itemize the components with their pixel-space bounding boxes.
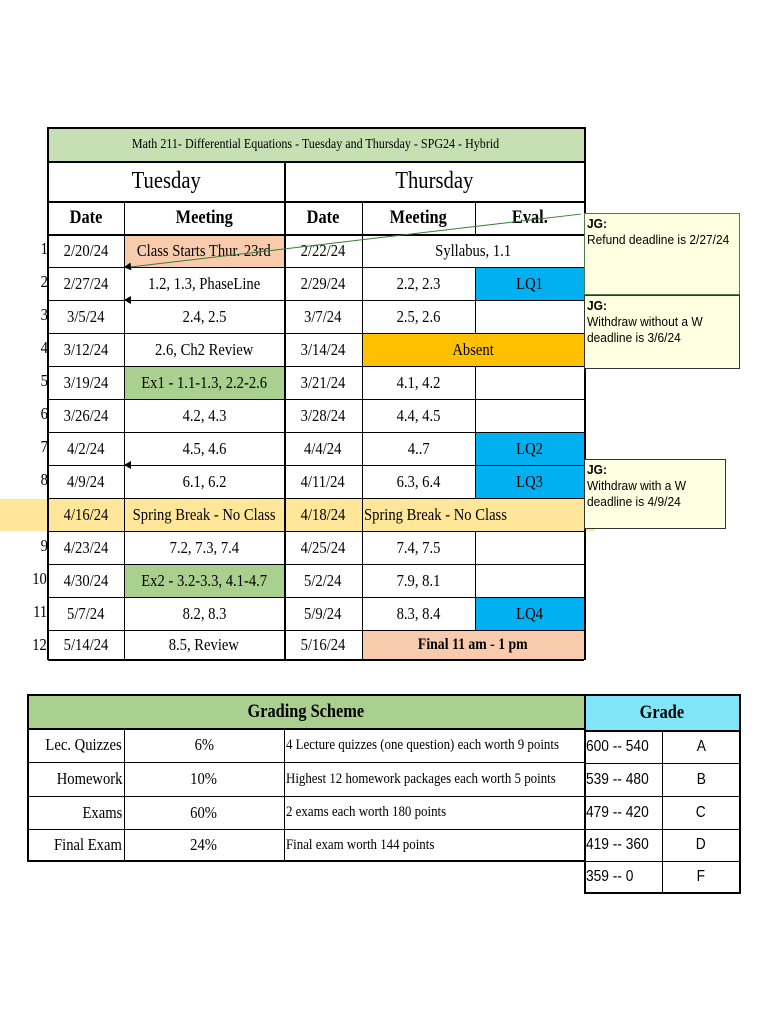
tue-meeting-text: 2.6, Ch2 Review bbox=[154, 339, 254, 359]
thursday-header-text: Thursday bbox=[395, 167, 473, 194]
row-number bbox=[28, 437, 48, 457]
thu-date bbox=[284, 234, 362, 267]
thu-meeting bbox=[362, 399, 475, 432]
grade-range-text: 479 -- 420 bbox=[586, 803, 649, 821]
row-number bbox=[28, 239, 48, 259]
tue-date bbox=[48, 630, 124, 660]
eval-cell bbox=[475, 432, 584, 465]
tuesday-header bbox=[48, 161, 284, 201]
tue-date-text: 3/26/24 bbox=[63, 405, 109, 425]
grade-range bbox=[584, 730, 662, 763]
tuesday-header-text: Tuesday bbox=[131, 167, 201, 194]
tue-meeting-text: Class Starts Thur. 23rd bbox=[137, 240, 271, 260]
tue-date bbox=[48, 465, 124, 498]
thu-date-header-text: Date bbox=[306, 206, 340, 228]
grid-line bbox=[739, 694, 741, 894]
grid-line bbox=[48, 630, 584, 631]
tue-meeting-text: 4.2, 4.3 bbox=[182, 405, 226, 425]
tue-meeting bbox=[124, 630, 284, 660]
thu-date-header bbox=[284, 201, 362, 234]
thu-date-text: 3/14/24 bbox=[300, 339, 346, 359]
row-number bbox=[28, 272, 48, 292]
tue-date-text: 2/27/24 bbox=[63, 273, 109, 293]
tue-meeting-header bbox=[124, 201, 284, 234]
tue-date bbox=[48, 531, 124, 564]
comment-withdraw-with-w bbox=[584, 459, 726, 529]
grade-letter bbox=[662, 861, 740, 893]
grading-description-text: 2 exams each worth 180 points bbox=[286, 804, 447, 820]
eval-cell bbox=[475, 465, 584, 498]
thu-date-text: 4/18/24 bbox=[300, 504, 346, 524]
grid-line bbox=[28, 860, 584, 862]
note-author: JG: bbox=[587, 216, 607, 231]
tue-date-text: 3/12/24 bbox=[63, 339, 109, 359]
grade-letter-text: F bbox=[696, 868, 706, 885]
tue-date bbox=[48, 399, 124, 432]
thu-meeting-absent bbox=[362, 333, 584, 366]
tue-date-text: 4/16/24 bbox=[63, 504, 109, 524]
grid-line bbox=[48, 161, 584, 163]
thu-date-text: 3/28/24 bbox=[300, 405, 346, 425]
grade-range-text: 539 -- 480 bbox=[586, 770, 649, 788]
thu-meeting bbox=[362, 366, 475, 399]
grid-line bbox=[48, 659, 584, 661]
row-number-text: 9 bbox=[40, 536, 48, 555]
grading-description-text: 4 Lecture quizzes (one question) each worth 9 points bbox=[286, 736, 559, 753]
tue-date-text: 4/9/24 bbox=[67, 471, 105, 491]
thu-date bbox=[284, 432, 362, 465]
grid-line bbox=[48, 127, 584, 129]
row-number-text: 12 bbox=[32, 635, 47, 654]
grid-line bbox=[48, 432, 584, 433]
eval-cell-text: LQ1 bbox=[516, 273, 543, 293]
grid-line bbox=[475, 531, 476, 630]
grid-line bbox=[48, 498, 584, 499]
grading-description-text: Highest 12 homework packages each worth 5 points bbox=[286, 770, 556, 787]
row-number-text: 10 bbox=[32, 569, 47, 588]
grid-line bbox=[124, 728, 125, 861]
row-number bbox=[28, 536, 48, 556]
tue-date-text: 4/23/24 bbox=[63, 537, 109, 557]
thu-meeting bbox=[362, 531, 475, 564]
note-text: Withdraw with a W bbox=[587, 478, 687, 493]
grid-line bbox=[28, 829, 584, 830]
note-text: deadline is 4/9/24 bbox=[587, 494, 681, 509]
grade-letter-text: C bbox=[696, 803, 706, 821]
tue-meeting bbox=[124, 465, 284, 498]
grading-item bbox=[28, 796, 124, 829]
note-arrow bbox=[126, 465, 584, 466]
tue-meeting-text: 8.5, Review bbox=[168, 635, 240, 654]
thu-date bbox=[284, 498, 362, 531]
grading-description bbox=[284, 829, 584, 861]
grid-line bbox=[284, 161, 286, 660]
grid-line bbox=[48, 597, 584, 598]
grade-range bbox=[584, 861, 662, 893]
tue-meeting bbox=[124, 267, 284, 300]
tue-date-text: 4/30/24 bbox=[63, 570, 109, 590]
grid-line bbox=[28, 728, 584, 730]
grid-line bbox=[48, 366, 584, 367]
thu-date bbox=[284, 531, 362, 564]
grid-line bbox=[28, 796, 584, 797]
thu-date bbox=[284, 597, 362, 630]
thu-meeting bbox=[362, 564, 475, 597]
thu-meeting-break-text: Spring Break - No Class bbox=[364, 504, 507, 524]
grading-percent bbox=[124, 829, 284, 861]
grading-title-text: Grading Scheme bbox=[247, 700, 365, 722]
grading-item-text: Homework bbox=[56, 769, 122, 788]
grade-letter bbox=[662, 763, 740, 796]
tue-meeting-text: 6.1, 6.2 bbox=[182, 471, 226, 491]
thu-date bbox=[284, 564, 362, 597]
eval-cell bbox=[475, 267, 584, 300]
grading-percent-text: 24% bbox=[190, 835, 218, 854]
thu-date bbox=[284, 399, 362, 432]
thu-date-text: 4/11/24 bbox=[300, 471, 346, 491]
grade-range-text: 419 -- 360 bbox=[586, 836, 649, 853]
schedule-title-text: Math 211- Differential Equations - Tuesday and Thursday - SPG24 - Hybrid bbox=[132, 136, 500, 152]
comment-refund bbox=[584, 213, 740, 295]
thu-meeting-text: 7.4, 7.5 bbox=[396, 537, 441, 557]
tue-meeting bbox=[124, 498, 284, 531]
row-number bbox=[28, 404, 48, 424]
eval-cell-text: LQ3 bbox=[516, 471, 543, 491]
grid-line bbox=[284, 728, 285, 861]
eval-cell-text: LQ4 bbox=[516, 603, 543, 623]
tue-date bbox=[48, 234, 124, 267]
tue-meeting bbox=[124, 300, 284, 333]
row-number bbox=[28, 602, 48, 622]
thu-meeting-text: 4..7 bbox=[407, 438, 430, 458]
grade-letter-text: D bbox=[696, 836, 706, 853]
grid-line bbox=[48, 399, 584, 400]
row-number bbox=[28, 305, 48, 325]
grade-range bbox=[584, 763, 662, 796]
final-exam-cell-text: Final 11 am - 1 pm bbox=[418, 636, 528, 653]
tue-date bbox=[48, 432, 124, 465]
tue-meeting bbox=[124, 597, 284, 630]
grading-title bbox=[28, 695, 584, 728]
thu-date bbox=[284, 333, 362, 366]
eval-header bbox=[475, 201, 584, 234]
thu-meeting-absent-text: Absent bbox=[452, 339, 494, 359]
grade-title-text: Grade bbox=[639, 701, 685, 723]
grid-line bbox=[584, 127, 586, 660]
thu-meeting-text: 6.3, 6.4 bbox=[396, 471, 441, 491]
grading-item bbox=[28, 829, 124, 861]
thu-meeting-text: 4.4, 4.5 bbox=[396, 405, 441, 425]
thu-meeting-break bbox=[362, 498, 542, 531]
row-number-text: 11 bbox=[32, 602, 47, 621]
row-number bbox=[28, 371, 48, 391]
grading-description-text: Final exam worth 144 points bbox=[286, 836, 435, 853]
note-arrow bbox=[126, 300, 584, 301]
grade-letter bbox=[662, 829, 740, 861]
tue-date-text: 3/5/24 bbox=[67, 306, 105, 326]
eval-cell bbox=[475, 300, 584, 333]
tue-date-header-text: Date bbox=[69, 206, 103, 228]
row-number bbox=[28, 338, 48, 358]
grid-line bbox=[28, 762, 584, 763]
grading-item bbox=[28, 762, 124, 796]
tue-date bbox=[48, 597, 124, 630]
grade-range bbox=[584, 829, 662, 861]
thu-meeting bbox=[362, 300, 475, 333]
eval-cell bbox=[475, 399, 584, 432]
grading-percent bbox=[124, 762, 284, 796]
grading-percent-text: 10% bbox=[190, 769, 218, 788]
grid-line bbox=[475, 366, 476, 498]
thu-date-text: 4/4/24 bbox=[304, 438, 342, 458]
tue-date bbox=[48, 300, 124, 333]
tue-date-text: 3/19/24 bbox=[63, 372, 109, 392]
eval-cell bbox=[475, 564, 584, 597]
tue-date bbox=[48, 366, 124, 399]
grade-letter-text: B bbox=[696, 770, 706, 788]
thu-meeting-text: 4.1, 4.2 bbox=[396, 372, 441, 392]
grade-letter bbox=[662, 796, 740, 829]
row-number-text: 4 bbox=[40, 338, 48, 357]
thu-date-text: 2/29/24 bbox=[300, 273, 346, 293]
tue-meeting bbox=[124, 333, 284, 366]
grid-line bbox=[584, 694, 740, 696]
thu-date bbox=[284, 630, 362, 660]
thu-meeting bbox=[362, 465, 475, 498]
tue-date bbox=[48, 267, 124, 300]
thu-meeting-text: 7.9, 8.1 bbox=[396, 570, 441, 590]
row-number bbox=[28, 569, 48, 589]
thu-meeting-header-text: Meeting bbox=[389, 206, 448, 228]
grading-item bbox=[28, 728, 124, 762]
grading-percent-text: 6% bbox=[194, 735, 214, 754]
eval-header-text: Eval. bbox=[511, 206, 548, 228]
tue-meeting-text: 7.2, 7.3, 7.4 bbox=[169, 537, 239, 557]
tue-meeting-text: 4.5, 4.6 bbox=[182, 438, 226, 458]
thu-meeting-text: 8.3, 8.4 bbox=[396, 603, 441, 623]
row-number bbox=[28, 470, 48, 490]
tue-date-text: 4/2/24 bbox=[67, 438, 105, 458]
eval-cell-text: LQ2 bbox=[516, 438, 543, 458]
row-number-text: 1 bbox=[40, 239, 48, 258]
note-text: Withdraw without a W bbox=[587, 314, 703, 329]
tue-meeting-text: Ex2 - 3.2-3.3, 4.1-4.7 bbox=[141, 570, 267, 590]
grid-line bbox=[28, 694, 584, 696]
grade-range bbox=[584, 796, 662, 829]
row-number-text: 6 bbox=[40, 404, 48, 423]
grading-item-text: Lec. Quizzes bbox=[45, 735, 122, 754]
row-number-text: 7 bbox=[40, 437, 48, 456]
grid-line bbox=[48, 234, 584, 236]
grade-letter-text: A bbox=[696, 737, 706, 755]
grid-line bbox=[584, 694, 586, 894]
grading-percent bbox=[124, 796, 284, 829]
grade-range-text: 600 -- 540 bbox=[586, 737, 649, 755]
thu-meeting-text: Syllabus, 1.1 bbox=[435, 240, 511, 260]
thu-date bbox=[284, 465, 362, 498]
grading-percent-text: 60% bbox=[190, 802, 218, 822]
grid-line bbox=[48, 564, 584, 565]
note-text: Refund deadline is 2/27/24 bbox=[587, 232, 730, 247]
thu-date bbox=[284, 366, 362, 399]
grid-line bbox=[48, 333, 584, 334]
thu-meeting bbox=[362, 234, 584, 267]
thu-date-text: 5/9/24 bbox=[304, 603, 342, 623]
tue-meeting bbox=[124, 432, 284, 465]
thu-date-text: 3/21/24 bbox=[300, 372, 346, 392]
grade-title bbox=[584, 695, 740, 730]
grid-line bbox=[362, 201, 363, 660]
thu-date-text: 5/16/24 bbox=[300, 635, 346, 654]
schedule-title bbox=[48, 128, 584, 161]
row-number-text: 5 bbox=[40, 371, 48, 390]
thu-meeting bbox=[362, 597, 475, 630]
thu-meeting bbox=[362, 267, 475, 300]
thursday-header bbox=[284, 161, 584, 201]
grid-line bbox=[48, 531, 584, 532]
grid-line bbox=[662, 730, 663, 893]
tue-date-text: 2/20/24 bbox=[63, 240, 109, 260]
eval-cell bbox=[475, 531, 584, 564]
final-exam-cell bbox=[362, 630, 584, 660]
thu-meeting bbox=[362, 432, 475, 465]
thu-meeting-text: 2.5, 2.6 bbox=[396, 306, 441, 326]
thu-meeting-header bbox=[362, 201, 475, 234]
tue-date-header bbox=[48, 201, 124, 234]
thu-date-text: 4/25/24 bbox=[300, 537, 346, 557]
tue-meeting bbox=[124, 366, 284, 399]
row-number bbox=[28, 635, 48, 655]
thu-meeting-text: 2.2, 2.3 bbox=[396, 273, 441, 293]
grading-description bbox=[284, 796, 584, 829]
note-text: deadline is 3/6/24 bbox=[587, 330, 681, 345]
row-number-text: 8 bbox=[40, 470, 48, 489]
tue-date bbox=[48, 564, 124, 597]
tue-date bbox=[48, 498, 124, 531]
thu-date-text: 2/22/24 bbox=[300, 240, 346, 260]
grading-percent bbox=[124, 728, 284, 762]
grading-description bbox=[284, 762, 584, 796]
tue-date-text: 5/7/24 bbox=[67, 603, 105, 623]
comment-withdraw-without-w bbox=[584, 295, 740, 369]
grade-letter bbox=[662, 730, 740, 763]
thu-date-text: 3/7/24 bbox=[304, 306, 342, 326]
row-number-text: 3 bbox=[40, 305, 48, 324]
note-author: JG: bbox=[587, 462, 607, 477]
grade-range-text: 359 -- 0 bbox=[586, 868, 634, 885]
grid-line bbox=[48, 201, 584, 203]
tue-meeting-header-text: Meeting bbox=[175, 206, 233, 228]
thu-date bbox=[284, 267, 362, 300]
tue-meeting-text: 2.4, 2.5 bbox=[182, 306, 226, 326]
thu-date-text: 5/2/24 bbox=[304, 570, 342, 590]
grading-description bbox=[284, 728, 584, 762]
tue-meeting-text: Spring Break - No Class bbox=[132, 504, 276, 524]
thu-date bbox=[284, 300, 362, 333]
tue-meeting-text: Ex1 - 1.1-1.3, 2.2-2.6 bbox=[141, 372, 267, 392]
eval-cell bbox=[475, 597, 584, 630]
tue-meeting-text: 8.2, 8.3 bbox=[182, 603, 226, 623]
row-number-text: 2 bbox=[40, 272, 48, 291]
tue-date bbox=[48, 333, 124, 366]
grid-line bbox=[27, 694, 29, 862]
grid-line bbox=[47, 127, 49, 660]
grid-line bbox=[475, 201, 476, 234]
tue-meeting bbox=[124, 399, 284, 432]
tue-meeting-text: 1.2, 1.3, PhaseLine bbox=[147, 273, 261, 293]
grading-item-text: Exams bbox=[82, 802, 122, 822]
note-author: JG: bbox=[587, 298, 607, 313]
eval-cell bbox=[475, 366, 584, 399]
tue-meeting bbox=[124, 531, 284, 564]
tue-meeting bbox=[124, 564, 284, 597]
tue-date-text: 5/14/24 bbox=[63, 635, 109, 654]
grading-item-text: Final Exam bbox=[54, 835, 122, 854]
